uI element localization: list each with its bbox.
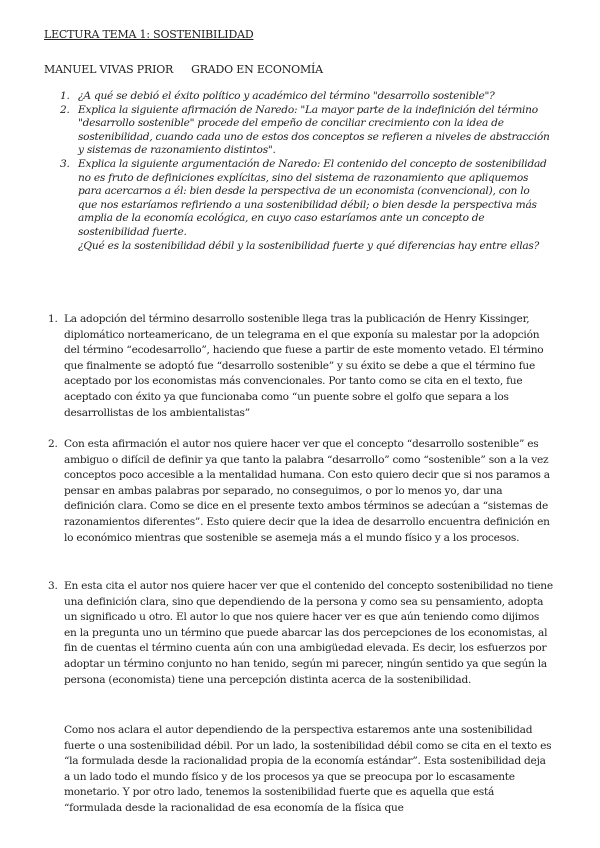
question-text: Explica la siguiente afirmación de Naredo: "La mayor parte de la indefinición del término "desarrollo sostenible" procede del empeño de conciliar crecimiento con la idea de sostenibilidad, cuando cada uno de estos dos conceptos se refieren a niveles de abstracción y sistemas de razonamiento distintos".: [78, 103, 550, 157]
answer-block-1: [48, 312, 554, 421]
answer-block-3: [48, 579, 554, 688]
question-list: [60, 90, 550, 253]
question-followup: ¿Qué es la sostenibilidad débil y la sostenibilidad fuerte y qué diferencias hay entre ellas?: [78, 239, 540, 252]
question-number: 2.: [60, 103, 70, 116]
question-item: [60, 104, 550, 158]
answer-number: 1.: [48, 313, 58, 325]
answer-text: En esta cita el autor nos quiere hacer ver que el contenido del concepto sostenibilidad no tiene una definición clara, sino que dependiendo de la persona y como sea su pensamiento, adopta un significado u otro. El autor lo que nos quiere hacer ver es que aún teniendo como dijimos en la pregunta uno un término que puede abarcar las dos percepciones de los economistas, al fin de cuentas el término cuenta aún con una ambigüedad elevada. Es decir, los esfuerzos por adoptar un término conjunto no han tenido, según mi parecer, ningún sentido ya que según la persona (economista) tiene una percepción distinta acerca de la sostenibilidad.: [64, 580, 553, 686]
degree-name: GRADO EN ECONOMÍA: [191, 63, 323, 76]
question-text: ¿A qué se debió el éxito político y académico del término "desarrollo sostenible"?: [78, 90, 495, 102]
question-number: 3.: [60, 157, 70, 170]
answer-block-2: [48, 437, 554, 546]
question-text: Explica la siguiente argumentación de Naredo: El contenido del concepto de sostenibilidad no es fruto de definiciones explícitas, sino del sistema de razonamiento que apliquemos para acercarnos a él: bien desde la perspectiva de un economista (convencional), con lo que nos estaríamos refiriendo a una sostenibilidad débil; o bien desde la perspectiva más amplia de la economía ecológica, en cuyo caso estaríamos ante un concepto de sostenibilidad fuerte.: [78, 157, 547, 238]
answer-item: [48, 437, 554, 546]
answer-text: Con esta afirmación el autor nos quiere hacer ver que el concepto “desarrollo sostenible” es ambiguo o difícil de definir ya que tanto la palabra “desarrollo” como “sostenible” son a la vez conceptos poco accesible a la mentalidad humana. Con esto quiero decir que si nos paramos a pensar en ambas palabras por separado, no conseguimos, o por lo menos yo, dar una definición clara. Como se dice en el presente texto ambos términos se adecúan a “sistemas de razonamientos diferentes”. Esto quiere decir que la idea de desarrollo encuentra definición en lo económico mientras que sostenible se asemeja más a el mundo físico y a los procesos.: [64, 438, 550, 544]
question-number: 1.: [60, 90, 70, 102]
answer-number: 3.: [48, 580, 58, 592]
author-name: MANUEL VIVAS PRIOR: [44, 63, 174, 76]
question-item: [60, 158, 550, 240]
answer-item: [48, 579, 554, 688]
document-title: LECTURA TEMA 1: SOSTENIBILIDAD: [44, 28, 254, 41]
author-line: [44, 63, 323, 76]
answer-number: 2.: [48, 438, 58, 450]
answer-continuation-text: Como nos aclara el autor dependiendo de la perspectiva estaremos ante una sostenibilidad fuerte o una sostenibilidad débil. Por un lado, la sostenibilidad débil como se cita en el texto es “la formulada desde la racionalidad propia de la economía estándar”. Esta sostenibilidad deja a un lado todo el mundo físico y de los procesos ya que se preocupa por lo escasamente monetario. Y por otro lado, tenemos la sostenibilidad fuerte que es aquella que está “formulada desde la racionalidad de esa economía de la física que: [64, 724, 552, 814]
answer-3-continuation: [64, 723, 554, 817]
answer-item: [48, 312, 554, 421]
answer-text: La adopción del término desarrollo sostenible llega tras la publicación de Henry Kissinger, diplomático norteamericano, de un telegrama en el que exponía su malestar por la adopción del término “ecodesarrollo”, haciendo que fuese a partir de este momento vetado. El término que finalmente se adoptó fue “desarrollo sostenible” y su éxito se debe a que el término fue aceptado por los economistas más convencionales. Por tanto como se cita en el texto, fue aceptado con éxito ya que funcionaba como “un puente sobre el golfo que separa a los desarrollistas de los ambientalistas”: [64, 313, 544, 419]
question-item: [60, 90, 550, 104]
